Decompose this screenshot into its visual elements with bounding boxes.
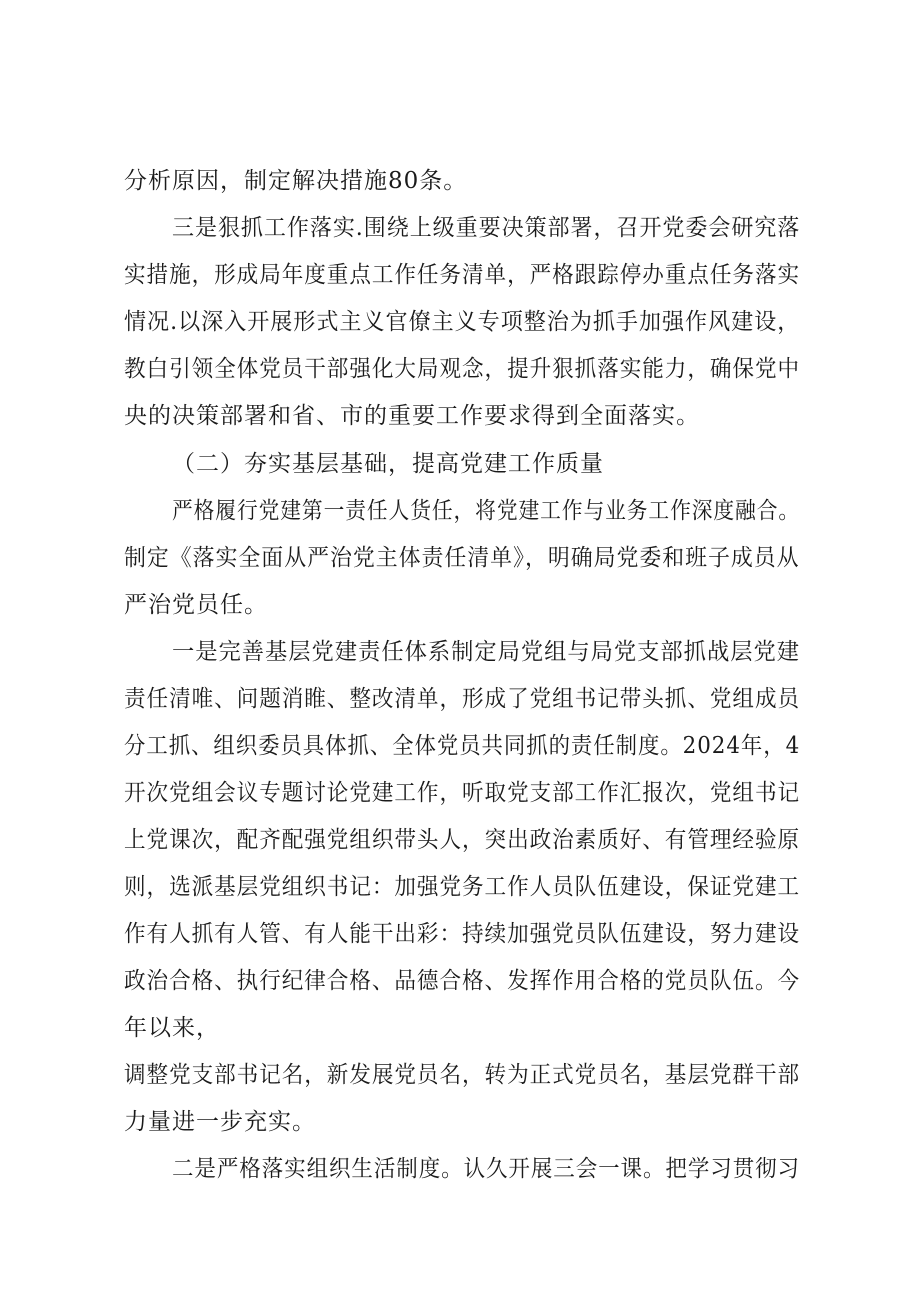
text-line: 三是狠抓工作落实.围绕上级重要决策部署，召开党委会研究落 bbox=[172, 215, 801, 241]
text-line: 分工抓、组织委员具体抓、全体党员共同抓的责任制度。2024年，4 bbox=[124, 733, 801, 759]
text-line: 则，选派基层党组织书记：加强党务工作人员队伍建设，保证党建工 bbox=[124, 874, 801, 900]
text-line: 责任清唯、问题消睢、整改清单，形成了党组书记带头抓、党组成员 bbox=[124, 686, 801, 712]
text-line: 二是严格落实组织生活制度。认久开展三会一课。把学习贯彻习 bbox=[172, 1156, 800, 1182]
text-line: 年以来， bbox=[124, 1015, 220, 1041]
text-line: 央的决策部署和省、市的重要工作要求得到全面落实。 bbox=[124, 403, 700, 429]
text-line: 一是完善基层党建责任体系制定局党组与局党支部抓战层党建 bbox=[172, 639, 800, 665]
text-line: 教白引领全体党员干部强化大局观念，提升狠抓落实能力，确保党中 bbox=[124, 356, 801, 382]
text-line: 制定《落实全面从严治党主体责任清单》，明确局党委和班子成员从 bbox=[124, 545, 800, 571]
text-line: 严格履行党建第一责任人货任，将党建工作与业务工作深度融合。 bbox=[172, 498, 801, 524]
section-heading: （二）夯实基层基础，提高党建工作质量 bbox=[172, 451, 604, 477]
text-line: 作有人抓有人管、有人能干出彩：持续加强党员队伍建设，努力建设 bbox=[124, 921, 801, 947]
text-line: 开次党组会议专题讨论党建工作，听取党支部工作汇报次，党组书记 bbox=[124, 780, 801, 806]
text-line: 调整党支部书记名，新发展党员名，转为正式党员名，基层党群干部 bbox=[124, 1062, 801, 1088]
text-line: 力量进一步充实。 bbox=[124, 1109, 316, 1135]
text-line: 严治党员任。 bbox=[124, 592, 268, 618]
text-line: 实措施，形成局年度重点工作任务清单，严格跟踪停办重点任务落实 bbox=[124, 262, 801, 288]
text-line: 政治合格、执行纪律合格、品德合格、发挥作用合格的党员队伍。今 bbox=[124, 968, 801, 994]
text-line: 情况.以深入开展形式主义官僚主义专项整治为抓手加强作风建设， bbox=[124, 309, 801, 335]
text-line: 上党课次，配齐配强党组织带头人，突出政治素质好、有管理经验原 bbox=[124, 827, 801, 853]
text-line: 分析原因，制定解决措施80条。 bbox=[124, 168, 468, 194]
